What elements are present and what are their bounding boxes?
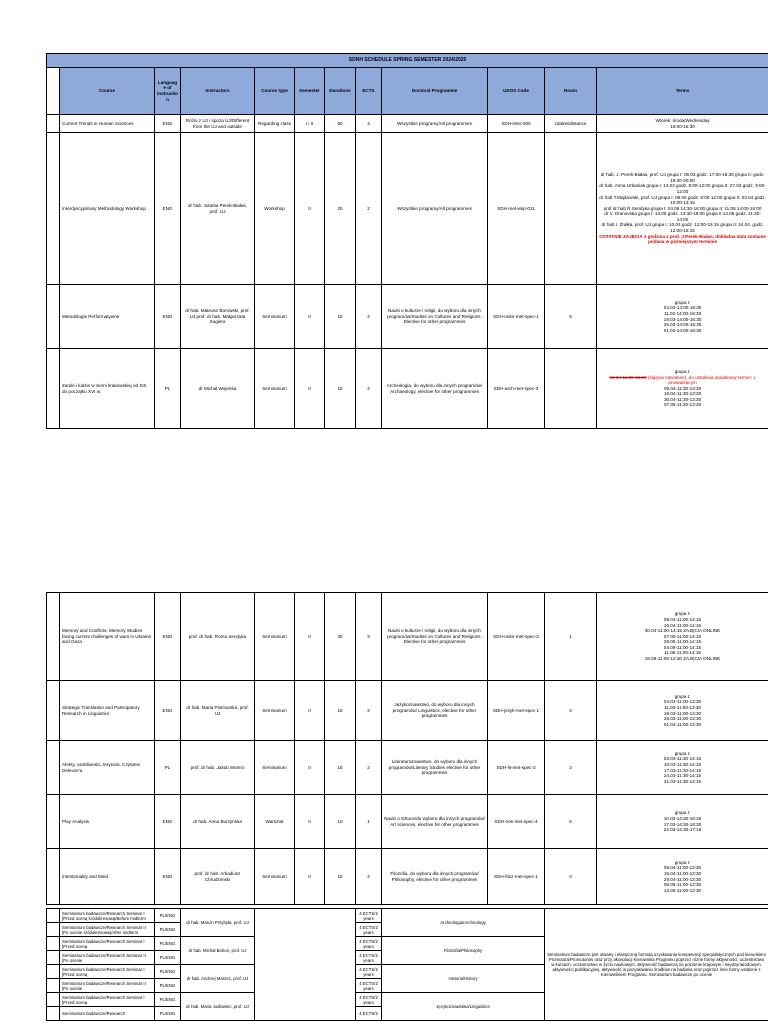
language-cell: PL/ENG xyxy=(155,979,181,993)
ects-cell: 4 ECTS/2 years xyxy=(356,937,382,951)
instructors-cell: dr hab. Mateusz Borowski, prof. UJ prof. dr hab. Małgorzata Sugiera xyxy=(181,285,255,349)
course-cell: Afekty, osobliwości, terytoria. Czytanie Deleuze'a xyxy=(60,741,155,795)
row-index-cell xyxy=(47,593,60,681)
durations-cell: 20 xyxy=(325,133,356,285)
ects-cell: 4 ECTS/2 years xyxy=(356,965,382,979)
usos-cell: SDH-jezyk-met-spec-1 xyxy=(488,681,545,741)
ects-cell: 4 xyxy=(356,115,382,133)
programme-cell: Literaturoznawstwo, do wyboru dla innych programów/Literary Studies elective for other programmes xyxy=(382,741,488,795)
term-line: 29.04-11:00-13:30 xyxy=(663,876,702,882)
course-cell: Seminarium badawcze/Research Seminar II [Po ocenie xyxy=(60,979,155,993)
course-cell: Strategic Translation and Participatory Research in Linguistics xyxy=(60,681,155,741)
programme-cell: Archeologia/Archeology xyxy=(382,909,545,937)
schedule-table-1 xyxy=(46,53,768,429)
terms-cell xyxy=(597,849,768,905)
term-line: 08.04-11:00-13:30 xyxy=(663,865,702,871)
schedule-title: SDNH SCHEDULE SPRING SEMESTER 2024/2025 xyxy=(47,54,768,68)
header-instructors: Instructors xyxy=(181,68,255,115)
course-cell: Seminarium badawcze/Research Seminar I [Przed oceną śródokresową/Before midterm xyxy=(60,909,155,923)
row-index-cell xyxy=(47,951,60,965)
course-type-cell: Workshop xyxy=(255,133,295,285)
table-row xyxy=(47,349,768,429)
ects-cell: 4 ECTS/2 years xyxy=(356,993,382,1007)
semester-cell: II xyxy=(295,741,325,795)
cancelled-term: 02.04-11:30-13:30 xyxy=(609,374,647,380)
course-cell: Current Trends in Human Sciences xyxy=(60,115,155,133)
row-index-cell xyxy=(47,849,60,905)
term-line: dr V. Dranovska grupa I: 13.05 godz. 13:30-16:00 grupa II:14.05 godz. 11:30-14:00 xyxy=(604,211,761,222)
programme-cell: Nauki o kulturze i religii, do wyboru dla innych programów/Studies on Cultures and Religions. Elective for other programmes xyxy=(382,285,488,349)
language-cell: ENG xyxy=(155,133,181,285)
row-index-cell xyxy=(47,349,60,429)
durations-cell: 60 xyxy=(325,115,356,133)
course-cell: Interdyscyplinary Methodology Workshop xyxy=(60,133,155,285)
language-cell: PL/ENG xyxy=(155,965,181,979)
header-course: Course xyxy=(60,68,155,115)
instructors-cell: dr hab. Jolanta Perek-Białas, prof. UJ xyxy=(181,133,255,285)
ects-cell: 3 xyxy=(356,593,382,681)
term-line: 25.03-14:00-16:30 xyxy=(663,322,702,328)
language-cell: ENG xyxy=(155,681,181,741)
table-row xyxy=(47,285,768,349)
ects-cell: 2 xyxy=(356,285,382,349)
durations-cell: 15 xyxy=(325,681,356,741)
course-cell: Intentionality and Mind xyxy=(60,849,155,905)
term-line: grupa I: xyxy=(674,611,691,617)
term-line: 17.03-14:30-16:30 xyxy=(663,821,702,827)
term-line: 30.04-11:00-14:15 ZAJĘCIA ONLINE xyxy=(644,628,721,634)
ects-cell: 4 ECTS/2 xyxy=(356,1007,382,1021)
instructors-cell: prof. dr hab. Roma Sendyka xyxy=(181,593,255,681)
course-type-cell: Seminarium xyxy=(255,349,295,429)
programme-cell: Nauki o Sztuce/do wyboru dla innych programów/ Art sciences, elective for other programmes xyxy=(382,795,488,849)
durations-cell: 15 xyxy=(325,349,356,429)
schedule-table-2 xyxy=(46,592,768,905)
durations-cell: 15 xyxy=(325,849,356,905)
terms-cell xyxy=(597,133,768,285)
language-cell: ENG xyxy=(155,849,181,905)
programme-cell: Filozofia/Philosophy xyxy=(382,937,545,965)
semester-cell: II xyxy=(295,849,325,905)
language-cell: ENG xyxy=(155,115,181,133)
term-line: grupa I: xyxy=(674,810,691,816)
ects-cell: 2 xyxy=(356,133,382,285)
table-row xyxy=(47,795,768,849)
term-line: grupa I: xyxy=(674,859,691,865)
table-row xyxy=(47,849,768,905)
semester-cell: II xyxy=(295,133,325,285)
table-row xyxy=(47,115,768,133)
programme-cell: Wszystkie programy/All programmes xyxy=(382,115,488,133)
durations-cell: 15 xyxy=(325,741,356,795)
terms-cell xyxy=(597,795,768,849)
room-cell: 1 xyxy=(545,593,597,681)
row-index-cell xyxy=(47,795,60,849)
language-cell: ENG xyxy=(155,795,181,849)
ects-cell: 4 ECTS/2 years xyxy=(356,979,382,993)
term-line: 15.04-11:00-13:30 xyxy=(663,870,702,876)
row-index-cell xyxy=(47,909,60,923)
term-line: 01.04-11:00-13:30 xyxy=(663,721,702,727)
term-line: grupa I: xyxy=(674,299,691,305)
course-cell: Play Analysis xyxy=(60,795,155,849)
course-type-cell: Seminarium xyxy=(255,849,295,905)
research-seminars-table xyxy=(46,908,768,1021)
table-row xyxy=(47,593,768,681)
language-cell: PL/ENG xyxy=(155,923,181,937)
terms-cell xyxy=(597,681,768,741)
instructors-cell: dr hab. Anna Burzyńska xyxy=(181,795,255,849)
header-durations: Durations xyxy=(325,68,356,115)
term-line: dr hab. Anna Urbaniak grupa I: 13.03 godz. 9:00-12:00 grupa II: 27.03 godz. 9:00-12:00 xyxy=(599,183,766,194)
header-ects: ECTS xyxy=(356,68,382,115)
programme-cell: Wszystkie programy/All programmes xyxy=(382,133,488,285)
term-line-cancelled xyxy=(599,375,766,386)
room-cell: 3 xyxy=(545,681,597,741)
term-line: 11.03-11:00-13:30 xyxy=(664,704,701,710)
header-terms: Terms xyxy=(597,68,768,115)
instructors-cell: prof. dr hab. Jakub Momro xyxy=(181,741,255,795)
term-line: 09.04-11:30-13:30 xyxy=(663,385,702,391)
language-cell: PL/ENG xyxy=(155,993,181,1007)
term-line: 10.03-11:30-14:15 xyxy=(663,761,702,767)
term-line: 04.03-11:00-13:30 xyxy=(663,699,702,705)
table-row xyxy=(47,681,768,741)
term-line: 28.05-11:00-14:15 xyxy=(663,639,702,645)
terms-cell xyxy=(597,349,768,429)
terms-cell xyxy=(597,593,768,681)
terms-cell xyxy=(597,115,768,133)
room-cell: zdalne/distance xyxy=(545,115,597,133)
room-cell xyxy=(545,133,597,285)
row-index-cell xyxy=(47,937,60,951)
programme-cell: Archeologia, do wyboru dla innych programów/ Archaeology, elective for other programmes xyxy=(382,349,488,429)
semester-cell: II xyxy=(295,795,325,849)
term-line: 16.04-11:00-14:15 xyxy=(663,622,702,628)
course-cell: Seminarium badawcze/Research Seminar I [Przed oceną xyxy=(60,937,155,951)
semester-cell: II xyxy=(295,349,325,429)
term-line: 06.05-11:00-13:30 xyxy=(663,882,702,888)
course-cell: Seminarium badawcze/Research Seminar II [Po ocenie śródokresowej/After midterm xyxy=(60,923,155,937)
instructors-cell: dr hab. Marcin Przybyła, prof. UJ xyxy=(181,909,255,937)
usos-cell: SDH-lit-met-spec-3 xyxy=(488,741,545,795)
ects-cell: 2 xyxy=(356,349,382,429)
course-cell: Seminarium badawcze/Research Seminar I [Przed oceną xyxy=(60,993,155,1007)
course-cell: Seminarium badawcze/Research xyxy=(60,1007,155,1021)
durations-cell: 15 xyxy=(325,285,356,349)
usos-cell: SDH-nos-met-spec-4 xyxy=(488,795,545,849)
course-type-cell: Regarding class xyxy=(255,115,295,133)
instructors-cell: dr hab. Michał Bohun, prof. UJ xyxy=(181,937,255,965)
course-type-cell: Seminarium xyxy=(255,593,295,681)
terms-cell xyxy=(597,741,768,795)
room-cell: 5 xyxy=(545,285,597,349)
term-line: 11.06-11:00-14:15 xyxy=(664,650,701,656)
term-line: dr hab I. Żrałka, prof. UJ grupa I: 10.04 godz. 12:00-15:15 grupa II: 24.04. godz. 12:00-15:15 xyxy=(601,222,764,234)
usos-cell: SDH-filoz-met-spec-1 xyxy=(488,849,545,905)
term-line: grupa I: xyxy=(674,693,691,699)
row-index-cell xyxy=(47,965,60,979)
term-line: 17.03-11:30-14:15 xyxy=(663,767,702,773)
term-line: dr hab. J. Perek-Białas, prof. UJ grupa I: 06.03.godz. 17:00-18:30 grupa II: godz. 18:30-20:00 xyxy=(600,172,765,183)
row-index-cell xyxy=(47,923,60,937)
row-index-cell xyxy=(47,1007,60,1021)
header-course-type: Course type xyxy=(255,68,295,115)
usos-cell: SDH-nokir-met-spec-3 xyxy=(488,593,545,681)
row-index-cell xyxy=(47,681,60,741)
term-line: 18.03-14:00-16:30 xyxy=(663,316,702,322)
cancelled-note: (zajęcia odwołane), do ustalenia dodatkowy termin: x prowadzącym xyxy=(646,374,756,386)
empty-cell xyxy=(255,909,356,1021)
semester-cell: I i II xyxy=(295,115,325,133)
term-line: 31.03-11:30-14:15 xyxy=(663,778,702,784)
term-line: 03.03-11:30-14:15 xyxy=(663,756,702,762)
term-line: 24.03-11:30-14:15 xyxy=(663,773,702,779)
term-line: 16.04-11:30-13:30 xyxy=(663,391,702,397)
table-row xyxy=(47,133,768,285)
seminar-description: Seminarium badawcze jest otwarty i elastyczną formułą uzyskiwania kompetencji specjalistycznych pod kierunkiem Promotora/Promotorów oraz przy akceptacji Kierownika Programu poprzez różne formy aktywności: uczestnictwo w kursach, uczestnictwo w życiu naukowym, aktywność badawczą na poziomie krajowym i międzynarodowym, aktywności publikacyjnej, aktywność w pozyskiwaniu środków na badania oraz poprzez inne formy ustalone z Kierownikiem Programu. Seminarium badawcze po ocenie xyxy=(545,909,768,1021)
term-line: 04.06-11:00-14:15 xyxy=(663,644,702,650)
term-line: dr hab.T.Majkowski, prof. UJ grupa I: 08.05 godz. 9:00-12:00 grupa II: 03.04 godz. 10:00-13:15 xyxy=(599,194,766,206)
room-cell: 5 xyxy=(545,795,597,849)
usos-cell: SDH-inter-005 xyxy=(488,115,545,133)
room-cell: 3 xyxy=(545,741,597,795)
term-line: 09.04-11:00-14:15 xyxy=(663,616,702,622)
term-line: 25.03-11:00-13:30 xyxy=(663,716,702,722)
language-cell: PL/ENG xyxy=(155,937,181,951)
programme-cell: Językoznawstwo, do wyboru dla innych programów/ Linguistics, elective for other programmes xyxy=(382,681,488,741)
term-line: 30.04-11:30-13:30 xyxy=(663,396,702,402)
language-cell: PL/ENG xyxy=(155,1007,181,1021)
instructors-cell: dr hab. Maria Jodłowiec, prof. UJ xyxy=(181,993,255,1021)
row-index-cell xyxy=(47,133,60,285)
header-room: Room xyxy=(545,68,597,115)
terms-cell xyxy=(597,285,768,349)
term-line: prof dr hab R.Sendyka grupa I: 04.06 14:30-16:00 grupa II: 11.06 14:00-16:00 xyxy=(603,205,762,211)
row-index-cell xyxy=(47,993,60,1007)
term-line: 24.03-14:30-17:15 xyxy=(663,827,702,833)
course-cell: Seminarium badawcze/Research Seminar I [Przed oceną xyxy=(60,965,155,979)
usos-cell: SDH-arch-met-spec-3 xyxy=(488,349,545,429)
term-line: Wtorek: środa/Wednesday xyxy=(655,117,710,123)
header-usos-code: USOS Code xyxy=(488,68,545,115)
ects-cell: 2 xyxy=(356,741,382,795)
programme-cell: Nauki o kulturze i religii, do wyboru dla innych programów/Studies on Cultures and Religions. Elective for other programmes xyxy=(382,593,488,681)
row-index-cell xyxy=(47,285,60,349)
term-line: 10.03-14:30-16:30 xyxy=(663,815,702,821)
term-line: 04.03-14:00-16:30 xyxy=(663,305,702,311)
course-type-cell: Seminarium xyxy=(255,285,295,349)
ects-cell: 4 ECTS/2 years xyxy=(356,923,382,937)
table-row xyxy=(47,909,768,923)
durations-cell: 10 xyxy=(325,795,356,849)
row-index-cell xyxy=(47,741,60,795)
term-line: 07.05-11:30-13:30 xyxy=(663,402,702,408)
row-index-cell xyxy=(47,68,60,115)
instructors-cell: Różni z UJ i spoza UJ/Different from the UJ and outside xyxy=(181,115,255,133)
term-line: 18.06-11:00-12:30 ZAJĘCIA ONLINE xyxy=(644,656,721,662)
language-cell: ENG xyxy=(155,285,181,349)
term-line: 18.03-11:00-13:30 xyxy=(663,710,702,716)
term-line: 07.05-11:00-14:15 xyxy=(663,633,702,639)
language-cell: ENG xyxy=(155,593,181,681)
instructors-cell: dr Michał Wojenka xyxy=(181,349,255,429)
programme-cell: Językoznawstwo/Linguistics xyxy=(382,993,545,1021)
term-line: grupa I: xyxy=(674,750,691,756)
row-index-cell xyxy=(47,115,60,133)
course-type-cell: Warsztat xyxy=(255,795,295,849)
course-cell: Zamki i ludzie w ziemi krakowskiej od XIII do początku XVI w. xyxy=(60,349,155,429)
programme-cell: Historia/History xyxy=(382,965,545,993)
language-cell: PL/ENG xyxy=(155,951,181,965)
header-semester: Semester xyxy=(295,68,325,115)
term-note-red: OSTATNIE ZAJĘCIA 1 godzina z prof. J.Perek-Białas, dokładna data zostanie podana w późniejszym terminie xyxy=(599,233,766,245)
course-cell: Memory and Conflicts. Memory Studies facing current challenges of wars in Ukraine and Gaza xyxy=(60,593,155,681)
header-doctoral-programme: Doctoral Programme xyxy=(382,68,488,115)
term-line: 15:00-16:30 xyxy=(670,123,695,129)
ects-cell: 4 ECTS/2 years xyxy=(356,951,382,965)
ects-cell: 2 xyxy=(356,849,382,905)
instructors-cell: prof. dr hab. Arkadiusz Chrudzimski xyxy=(181,849,255,905)
programme-cell: Filozofia, do wyboru dla innych programów/ Philosophy, elective for other programmes xyxy=(382,849,488,905)
term-line: 11.03-14:00-16:30 xyxy=(663,310,702,316)
header-language: Language of instruction xyxy=(155,68,181,115)
ects-cell: 2 xyxy=(356,681,382,741)
room-cell xyxy=(545,349,597,429)
semester-cell: II xyxy=(295,285,325,349)
course-cell: Seminarium badawcze/Research Seminar II [Po ocenie xyxy=(60,951,155,965)
term-line: 01.04-14:00-16:30 xyxy=(663,327,702,333)
language-cell: PL/ENG xyxy=(155,909,181,923)
course-cell: Metodologie Performatywne xyxy=(60,285,155,349)
row-index-cell xyxy=(47,979,60,993)
language-cell: PL xyxy=(155,741,181,795)
ects-cell: 4 ECTS/2 years xyxy=(356,909,382,923)
table-row xyxy=(47,741,768,795)
language-cell: PL xyxy=(155,349,181,429)
usos-cell: SDH-nokir-met-spec-1 xyxy=(488,285,545,349)
durations-cell: 30 xyxy=(325,593,356,681)
semester-cell: II xyxy=(295,593,325,681)
room-cell: 3 xyxy=(545,849,597,905)
usos-cell: SDH-met-wsp-011 xyxy=(488,133,545,285)
instructors-cell: dr hab. Maria Piotrowska, prof. UJ xyxy=(181,681,255,741)
ects-cell: 1 xyxy=(356,795,382,849)
term-line: 13.05-11:00-13:30 xyxy=(663,887,702,893)
semester-cell: II xyxy=(295,681,325,741)
instructors-cell: dr hab. Andrzej Marzec, prof. UJ xyxy=(181,965,255,993)
course-type-cell: Seminarium xyxy=(255,741,295,795)
course-type-cell: Seminarium xyxy=(255,681,295,741)
term-line: grupa I: xyxy=(674,368,691,374)
